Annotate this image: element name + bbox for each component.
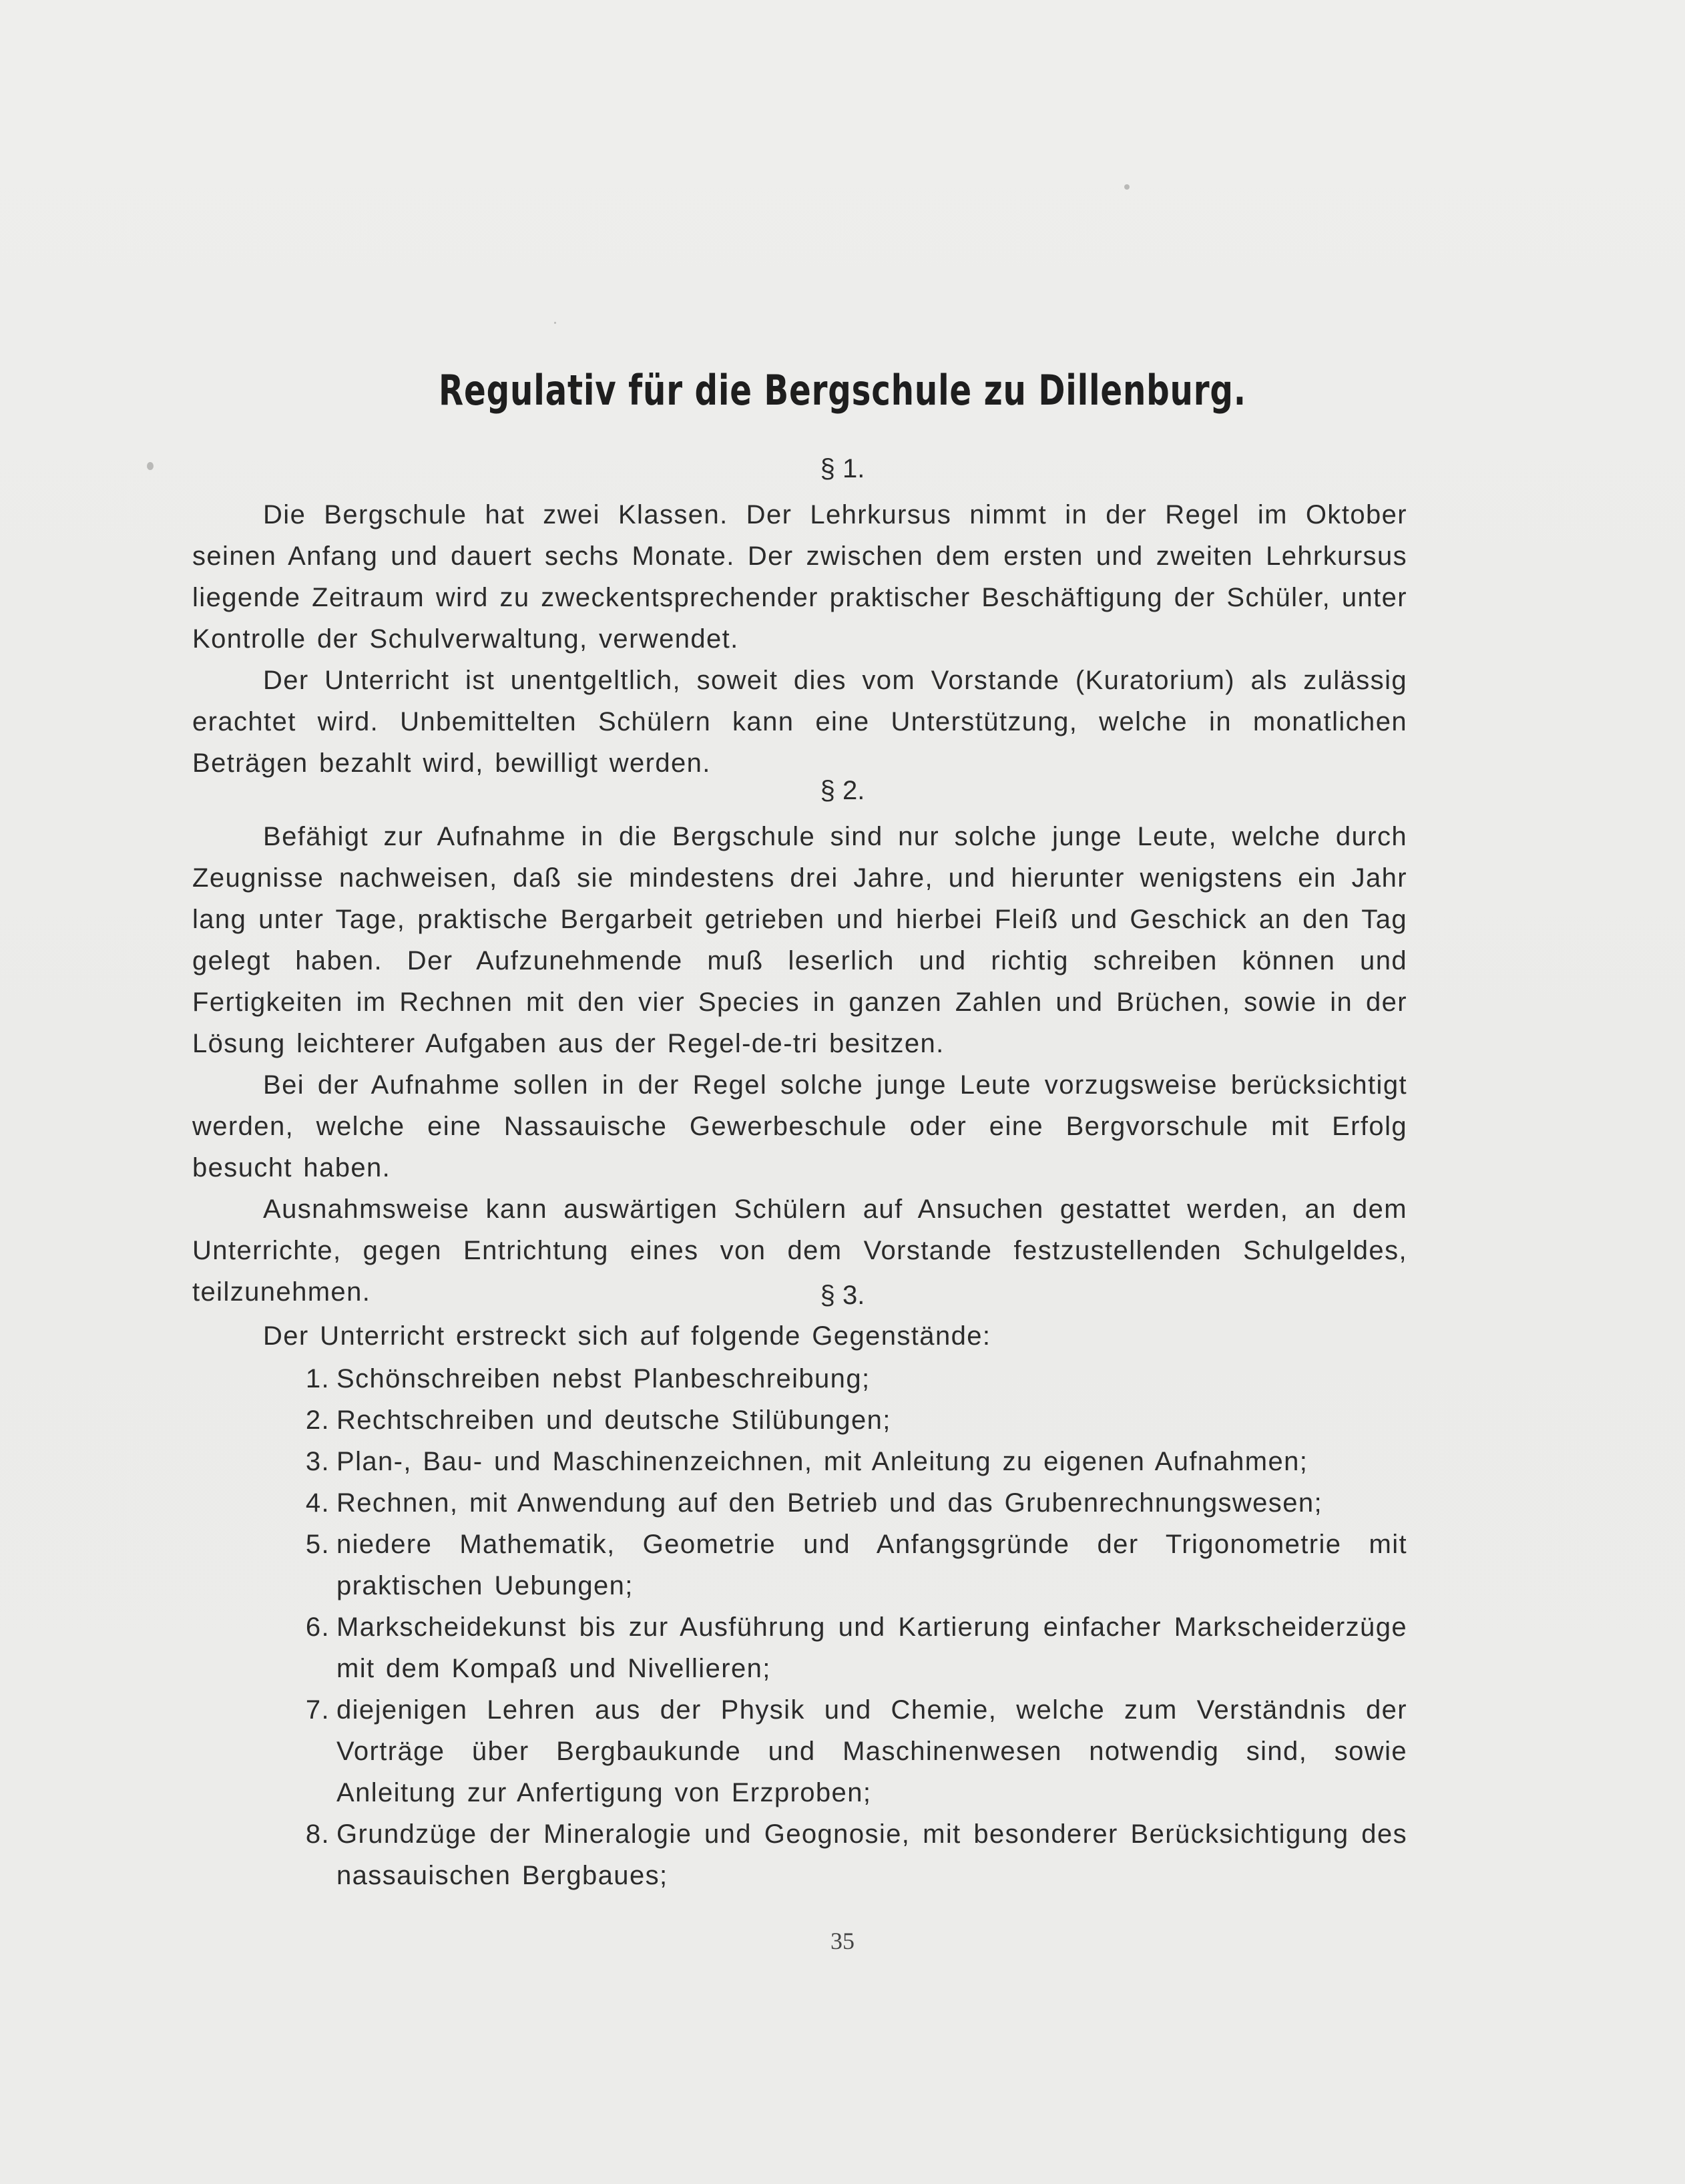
list-item-number: 4. [305,1488,330,1518]
list-item-text: Rechnen, mit Anwendung auf den Betrieb und das Grubenrechnungswesen; [336,1488,1323,1518]
list-item [192,1689,1407,1813]
list-item [192,1358,1407,1399]
section-mark-3: § 3. [820,1281,865,1310]
list-item-text: Plan-, Bau- und Maschinenzeichnen, mit Anleitung zu eigenen Aufnahmen; [336,1447,1308,1476]
list-item-number: 3. [305,1447,330,1476]
list-item-number: 7. [305,1695,330,1725]
list-item-number: 1. [305,1364,330,1393]
paragraph-2-2: Bei der Aufnahme sollen in der Regel solche junge Leute vorzugsweise berücksichtigt werden, welche eine Nassauische Gewerbeschule oder eine Bergvorschule mit Erfolg besucht haben. [192,1070,1407,1182]
list-item [192,1524,1407,1606]
section-mark-1: § 1. [820,454,865,483]
paper-speck [1124,184,1130,190]
list-item [192,1813,1407,1896]
list-item-number: 2. [305,1405,330,1435]
page-number: 35 [830,1928,855,1954]
section-3-intro: Der Unterricht erstreckt sich auf folgende Gegenstände: [263,1321,991,1351]
paper-speck [554,322,556,324]
list-item-text: Markscheidekunst bis zur Ausführung und Kartierung einfacher Markscheiderzüge mit dem Kompaß und Nivellieren; [336,1612,1407,1683]
page-title: Regulativ für die Bergschule zu Dillenburg. [439,366,1246,415]
list-item-text: Schönschreiben nebst Planbeschreibung; [336,1364,871,1393]
list-item-text: diejenigen Lehren aus der Physik und Chemie, welche zum Verständnis der Vorträge über Bergbaukunde und Maschinenwesen notwendig sind, sowie Anleitung zur Anfertigung von Erzproben; [336,1695,1407,1807]
section-mark-2: § 2. [820,776,865,805]
list-item [192,1399,1407,1441]
list-item [192,1441,1407,1482]
paragraph-2-1: Befähigt zur Aufnahme in die Bergschule sind nur solche junge Leute, welche durch Zeugnisse nachweisen, daß sie mindestens drei Jahre, und hierunter wenigstens ein Jahr lang unter Tage, praktische Bergarbeit getrieben und hierbei Fleiß und Geschick an den Tag gelegt haben. Der Aufzunehmende muß leserlich und richtig schreiben können und Fertigkeiten im Rechnen mit den vier Species in ganzen Zahlen und Brüchen, sowie in der Lösung leichterer Aufgaben aus der Regel-de-tri besitzen. [192,822,1407,1058]
list-item-text: niedere Mathematik, Geometrie und Anfangsgründe der Trigonometrie mit praktischen Uebungen; [336,1530,1407,1600]
list-item [192,1482,1407,1524]
list-item-number: 6. [305,1612,330,1642]
paragraph-2-3: Ausnahmsweise kann auswärtigen Schülern auf Ansuchen gestattet werden, an dem Unterrichte, gegen Entrichtung eines von dem Vorstande festzustellenden Schulgeldes, teilzunehmen. [192,1194,1407,1307]
list-item-text: Grundzüge der Mineralogie und Geognosie, mit besonderer Berücksichtigung des nassauischen Bergbaues; [336,1819,1407,1890]
list-item [192,1606,1407,1689]
list-item-text: Rechtschreiben und deutsche Stilübungen; [336,1405,891,1435]
list-item-number: 8. [305,1819,330,1849]
subject-list [192,1358,1407,1896]
list-item-number: 5. [305,1530,330,1559]
paragraph-1-2: Der Unterricht ist unentgeltlich, soweit dies vom Vorstande (Kuratorium) als zulässig erachtet wird. Unbemittelten Schülern kann eine Unterstützung, welche in monatlichen Beträgen bezahlt wird, bewilligt werden. [192,666,1407,778]
paragraph-1-1: Die Bergschule hat zwei Klassen. Der Lehrkursus nimmt in der Regel im Oktober seinen Anfang und dauert sechs Monate. Der zwischen dem ersten und zweiten Lehrkursus liegende Zeitraum wird zu zweckentsprechender praktischer Beschäftigung der Schüler, unter Kontrolle der Schulverwaltung, verwendet. [192,500,1407,654]
